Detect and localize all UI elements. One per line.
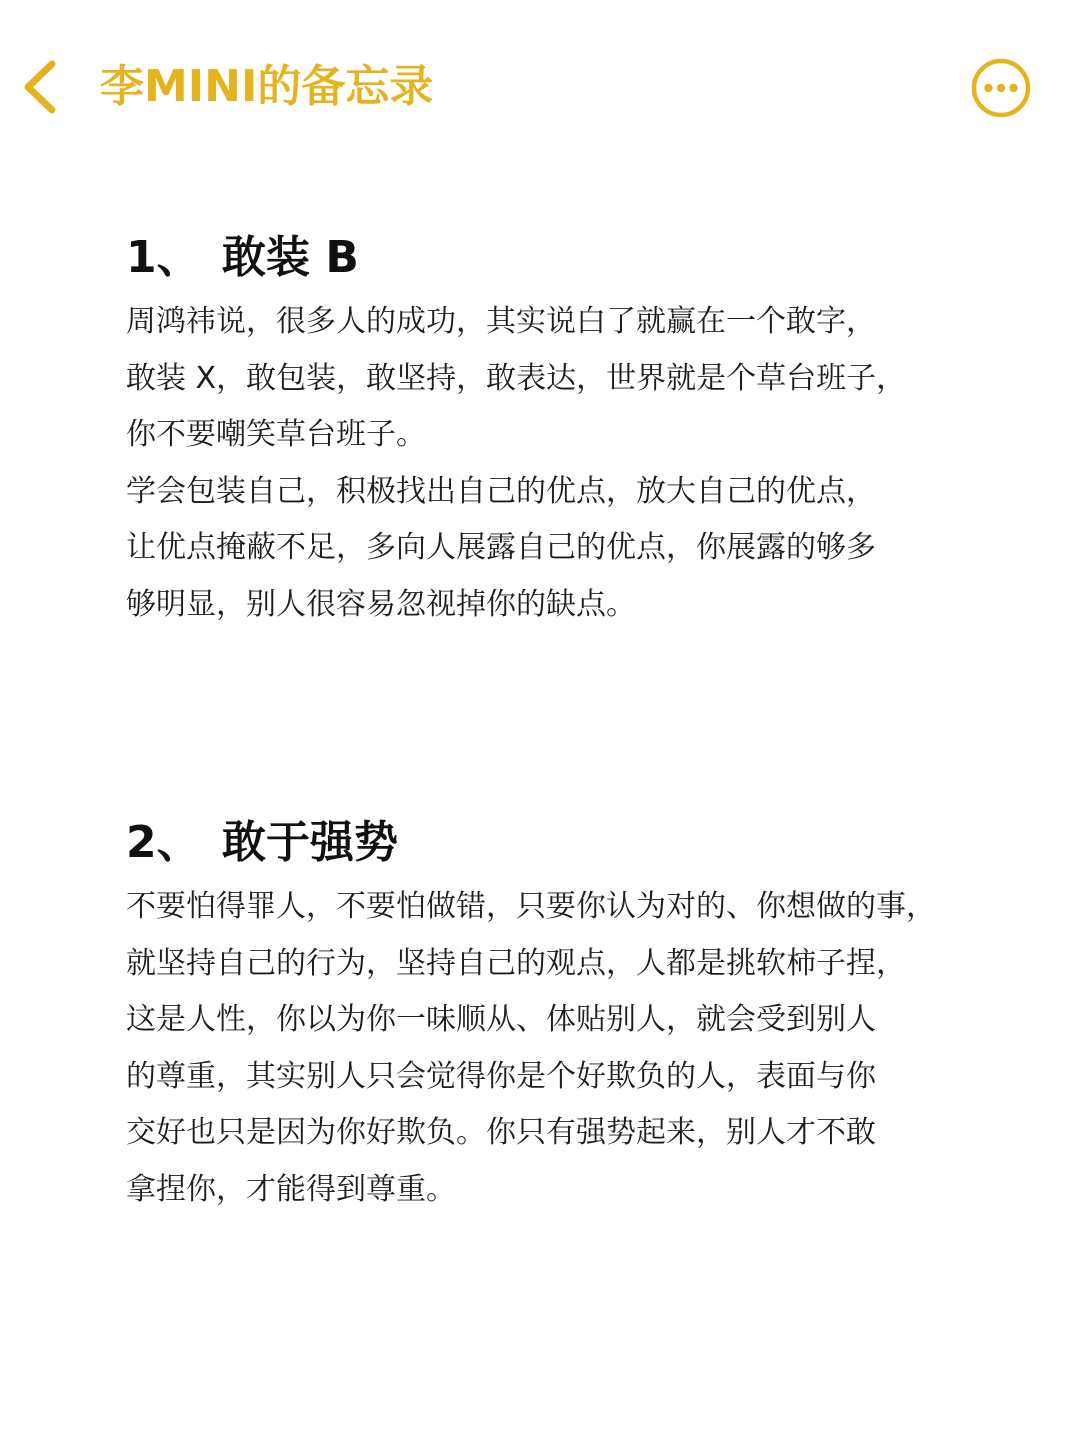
note-section-1 xyxy=(126,228,986,633)
section-heading-text: 敢于强势 xyxy=(222,817,398,868)
section-body xyxy=(126,879,986,1218)
more-horizontal-circle-icon xyxy=(970,57,1032,119)
header-bar xyxy=(0,0,1080,170)
body-line: 拿捏你，才能得到尊重。 xyxy=(126,1171,456,1207)
chevron-left-icon xyxy=(18,58,68,116)
more-options-button[interactable] xyxy=(970,57,1032,119)
body-line: 你不要嘲笑草台班子。 xyxy=(126,417,426,452)
body-line: 交好也只是因为你好欺负。你只有强势起来，别人才不敢 xyxy=(126,1115,876,1150)
body-line: 这是人性，你以为你一味顺从、体贴别人，就会受到别人 xyxy=(126,1002,876,1037)
body-line: 就坚持自己的行为，坚持自己的观点，人都是挑软柿子捏， xyxy=(126,945,906,981)
body-line: 让优点掩蔽不足，多向人展露自己的优点，你展露的够多 xyxy=(126,530,876,565)
section-number: 1、 xyxy=(126,232,201,283)
body-line: 学会包装自己，积极找出自己的优点，放大自己的优点， xyxy=(126,473,876,509)
back-button[interactable] xyxy=(18,58,68,116)
body-line: 的尊重，其实别人只会觉得你是个好欺负的人，表面与你 xyxy=(126,1058,876,1094)
section-heading xyxy=(126,228,986,288)
note-section-2 xyxy=(126,813,986,1218)
body-line: 敢装 X，敢包装，敢坚持，敢表达，世界就是个草台班子， xyxy=(126,360,907,396)
body-line: 周鸿祎说，很多人的成功，其实说白了就赢在一个敢字， xyxy=(126,304,876,339)
body-line: 不要怕得罪人，不要怕做错，只要你认为对的、你想做的事， xyxy=(126,889,936,924)
section-heading-text: 敢装 B xyxy=(222,232,359,283)
section-body xyxy=(126,294,986,633)
section-heading xyxy=(126,813,986,873)
page-title: 李MINI的备忘录 xyxy=(100,61,434,112)
section-number: 2、 xyxy=(126,817,201,868)
body-line: 够明显，别人很容易忽视掉你的缺点。 xyxy=(126,586,636,622)
